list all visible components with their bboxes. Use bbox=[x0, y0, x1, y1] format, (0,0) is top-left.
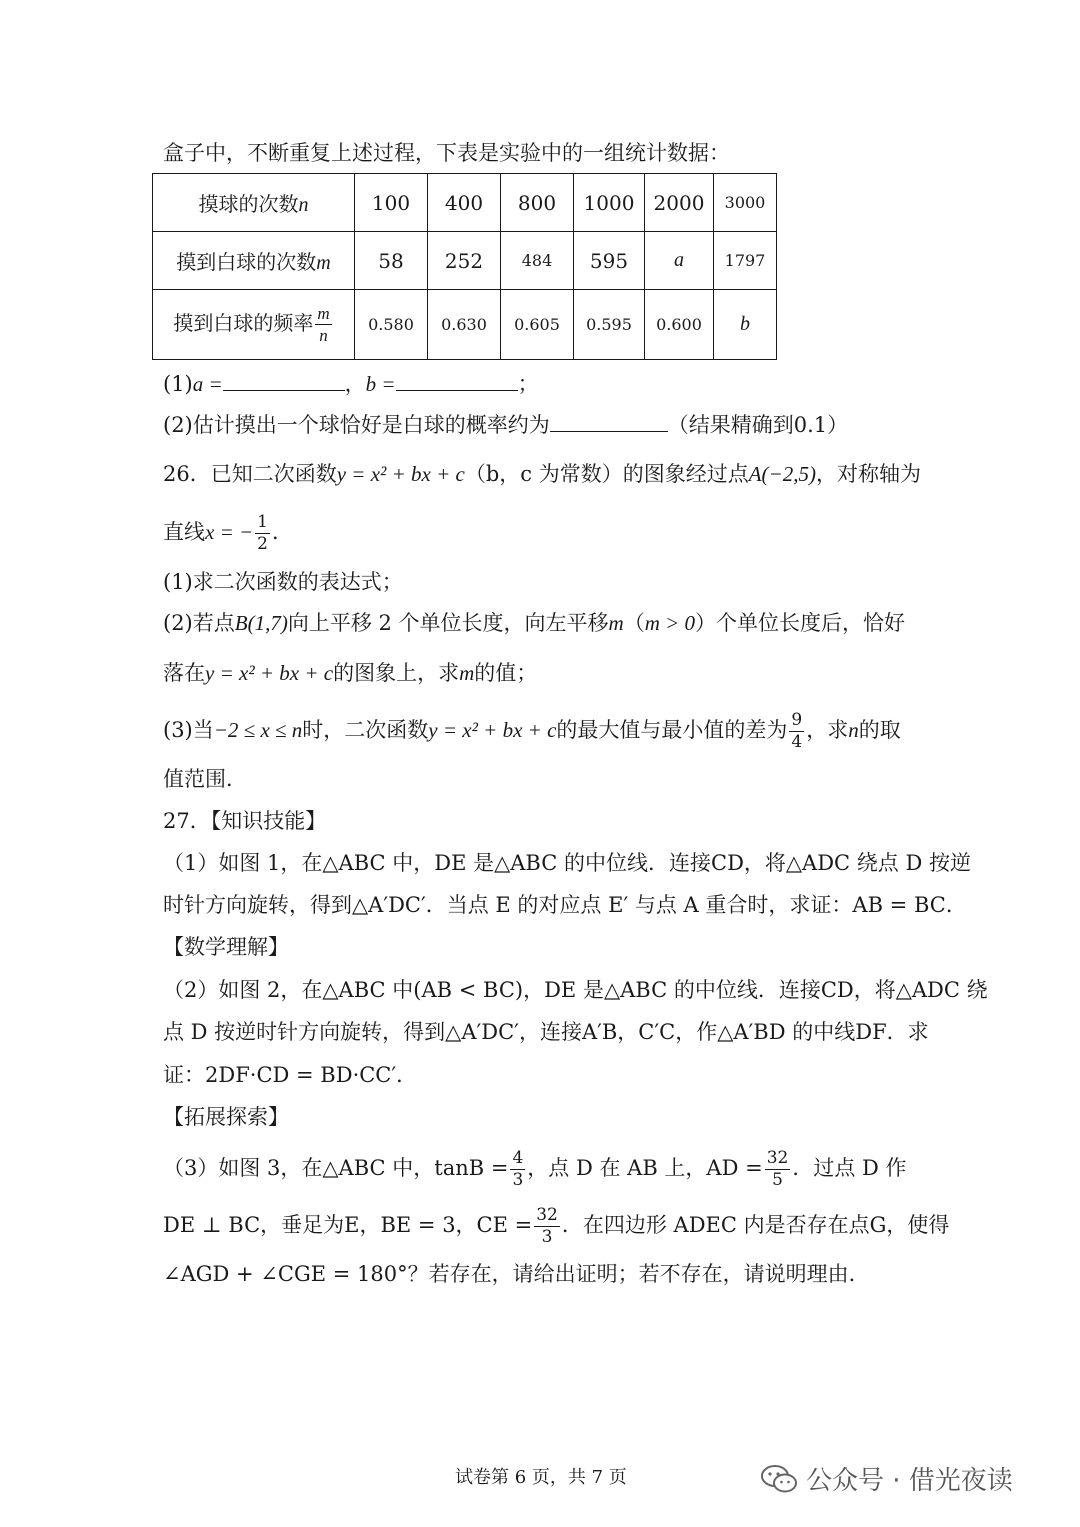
q26-part1: (1)求二次函数的表达式； bbox=[163, 570, 403, 594]
table-cell: 800 bbox=[501, 174, 574, 232]
row-header: 摸到白球的次数m bbox=[153, 232, 355, 290]
watermark-text: 公众号 · 借光夜读 bbox=[806, 1466, 1013, 1496]
table-cell: 58 bbox=[355, 232, 428, 290]
q25-part1: (1)a = ，b = ； bbox=[163, 368, 539, 399]
table-cell: 100 bbox=[355, 174, 428, 232]
table-cell: 400 bbox=[428, 174, 501, 232]
table-row bbox=[153, 232, 777, 290]
table-cell: a bbox=[645, 232, 714, 290]
q27-s3-line2: DE ⊥ BC，垂足为E，BE = 3，CE = $\frac{32}{3}$ ．在四边形 ADEC 内是否存在点G，使得 bbox=[163, 1205, 950, 1247]
intro-line: 盒子中，不断重复上述过程，下表是实验中的一组统计数据： bbox=[163, 141, 730, 165]
q27-s3-line3: ∠AGD + ∠CGE = 180°？若存在，请给出证明；若不存在，请说明理由． bbox=[163, 1262, 870, 1286]
statistics-table bbox=[152, 173, 777, 360]
q26-part3-line2: 值范围． bbox=[163, 767, 247, 791]
q27-s2-line2: 点 D 按逆时针方向旋转，得到△A′DC′，连接A′B，C′C，作△A′BD 的中线DF．求 bbox=[163, 1020, 929, 1044]
wechat-icon bbox=[760, 1464, 798, 1494]
q27-s2-line1: （2）如图 2，在△ABC 中(AB < BC)，DE 是△ABC 的中位线．连接CD，将△ADC 绕 bbox=[163, 978, 988, 1002]
q27-s2-line3: 证：2DF·CD = BD·CC′． bbox=[163, 1063, 418, 1087]
table-cell: 0.595 bbox=[574, 290, 645, 360]
table-cell: 1000 bbox=[574, 174, 645, 232]
table-cell: 2000 bbox=[645, 174, 714, 232]
q26-line2: 直线x = − $\frac{1}{2}$ ． bbox=[163, 512, 293, 554]
table-cell: 0.605 bbox=[501, 290, 574, 360]
page-footer: 试卷第 6 页，共 7 页 bbox=[455, 1467, 627, 1488]
row-header: 摸球的次数n bbox=[153, 174, 355, 232]
watermark bbox=[760, 1460, 1013, 1497]
q27-heading-2: 【数学理解】 bbox=[163, 935, 289, 959]
table-cell: 0.580 bbox=[355, 290, 428, 360]
q26-part2-line1: (2)若点B(1,7)向上平移 2 个单位长度，向左平移m（m > 0）个单位长度后，恰好 bbox=[163, 611, 906, 635]
table-cell: b bbox=[714, 290, 777, 360]
q27-heading: 27．【知识技能】 bbox=[163, 809, 327, 833]
table-cell: 252 bbox=[428, 232, 501, 290]
q27-heading-3: 【拓展探索】 bbox=[163, 1105, 289, 1129]
table-cell: 1797 bbox=[714, 232, 777, 290]
q25-part2: (2)估计摸出一个球恰好是白球的概率约为 （结果精确到0.1） bbox=[163, 409, 848, 440]
q26-line1: 26．已知二次函数y = x² + bx + c（b，c 为常数）的图象经过点A(−2,5)，对称轴为 bbox=[163, 462, 921, 486]
q26-part3-line1: (3)当−2 ≤ x ≤ n时，二次函数y = x² + bx + c的最大值与最小值的差为 $\frac{9}{4}$ ，求n的取 bbox=[163, 710, 901, 752]
table-cell: 595 bbox=[574, 232, 645, 290]
table-row bbox=[153, 174, 777, 232]
table-cell: 0.600 bbox=[645, 290, 714, 360]
q27-s1-line1: （1）如图 1，在△ABC 中，DE 是△ABC 的中位线．连接CD，将△ADC 绕点 D 按逆 bbox=[163, 851, 971, 875]
table-cell: 3000 bbox=[714, 174, 777, 232]
table-cell: 484 bbox=[501, 232, 574, 290]
row-header: 摸到白球的频率 $\frac{m}{n}$ bbox=[153, 290, 355, 360]
table-cell: 0.630 bbox=[428, 290, 501, 360]
table-row bbox=[153, 290, 777, 360]
q27-s3-line1: （3）如图 3，在△ABC 中，tanB = $\frac{4}{3}$ ，点 D 在 AB 上，AD = $\frac{32}{5}$ ．过点 D 作 bbox=[163, 1148, 907, 1190]
q26-part2-line2: 落在y = x² + bx + c的图象上，求m的值； bbox=[163, 661, 538, 685]
q27-s1-line2: 时针方向旋转，得到△A′DC′．当点 E 的对应点 E′ 与点 A 重合时，求证：AB = BC． bbox=[163, 893, 967, 917]
